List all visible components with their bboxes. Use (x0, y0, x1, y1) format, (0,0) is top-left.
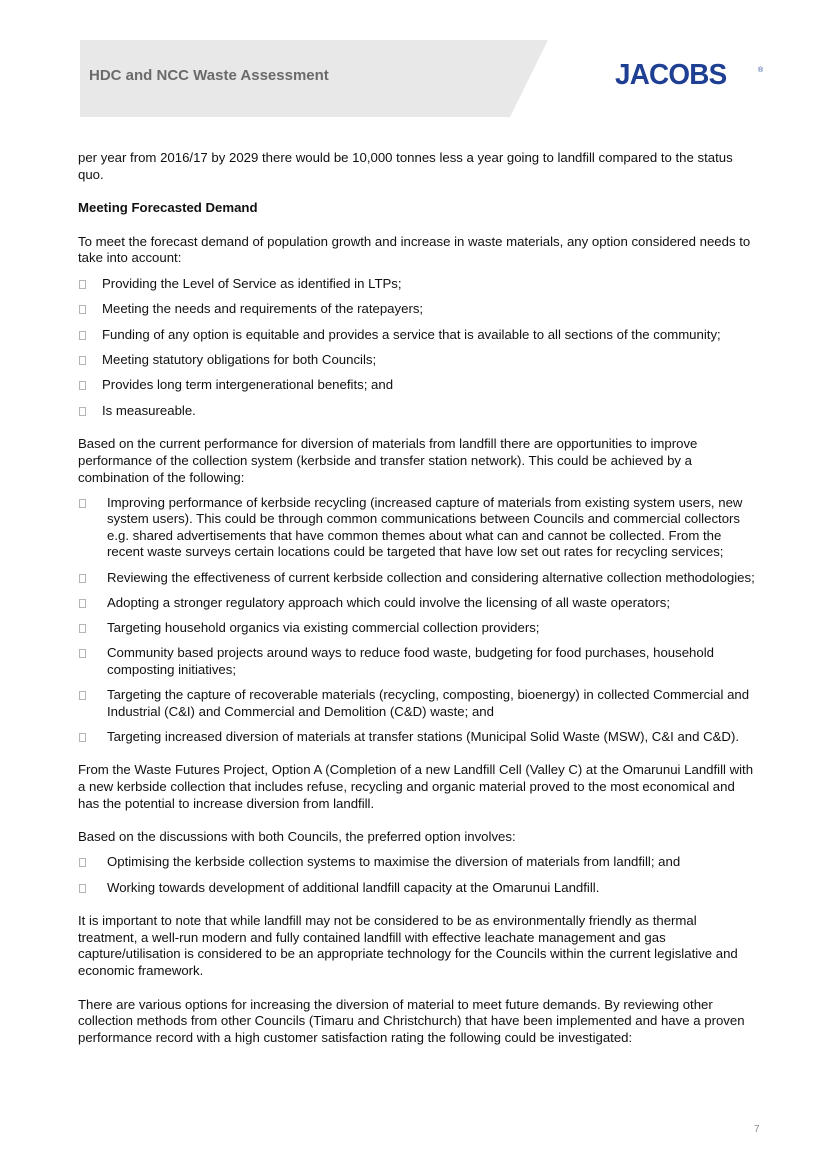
list-item-text: Optimising the kerbside collection systems to maximise the diversion of materials from landfill; and (107, 854, 681, 870)
page-body (78, 150, 758, 1046)
paragraph: From the Waste Futures Project, Option A (Completion of a new Landfill Cell (Valley C) at the Omarunui Landfill with a new kerbside collection that includes refuse, recycling and organic material proved to the most economical and has the potential to increase diversion from landfill. (78, 762, 754, 811)
page-number: 7 (754, 1124, 760, 1135)
list-item-text: Community based projects around ways to reduce food waste, budgeting for food purchases, household composting initiatives; (107, 645, 714, 677)
list-item-text: Working towards development of additional landfill capacity at the Omarunui Landfill. (107, 879, 600, 895)
list-item (78, 495, 758, 561)
list-item (78, 687, 758, 720)
list-item (78, 595, 758, 612)
empty-box-bullet-icon (79, 649, 86, 658)
empty-box-bullet-icon (79, 331, 86, 340)
section-heading: Meeting Forecasted Demand (78, 200, 258, 216)
list-item (78, 377, 758, 394)
empty-box-bullet-icon (79, 858, 86, 867)
list-item (78, 645, 758, 678)
jacobs-logo: JACOBS (615, 59, 727, 91)
document-title: HDC and NCC Waste Assessment (89, 67, 329, 84)
list-item-text: Meeting statutory obligations for both Councils; (102, 351, 377, 367)
list-item (78, 276, 758, 293)
list-item (78, 327, 758, 344)
paragraph: There are various options for increasing the diversion of material to meet future demands. By reviewing other collection methods from other Councils (Timaru and Christchurch) that have been implemented and have a proven performance record with a high customer satisfaction rating the following could be investigated: (78, 996, 745, 1045)
empty-box-bullet-icon (79, 884, 86, 893)
list-item-text: Adopting a stronger regulatory approach which could involve the licensing of all waste operators; (107, 594, 670, 610)
empty-box-bullet-icon (79, 356, 86, 365)
paragraph: Based on the current performance for diversion of materials from landfill there are opportunities to improve performance of the collection system (kerbside and transfer station network). This could be achieved by a combination of the following: (78, 436, 698, 485)
empty-box-bullet-icon (79, 574, 86, 583)
list-item (78, 729, 758, 746)
list-item (78, 403, 758, 420)
list-item (78, 880, 758, 897)
list-item-text: Provides long term intergenerational benefits; and (102, 377, 394, 393)
empty-box-bullet-icon (79, 599, 86, 608)
empty-box-bullet-icon (79, 280, 86, 289)
list-item (78, 352, 758, 369)
list-item-text: Funding of any option is equitable and provides a service that is available to all sections of the community; (102, 326, 721, 342)
paragraph: To meet the forecast demand of population growth and increase in waste materials, any option considered needs to take into account: (78, 233, 751, 266)
list-item (78, 570, 758, 587)
list-item-text: Providing the Level of Service as identified in LTPs; (102, 275, 402, 291)
list-item-text: Targeting household organics via existing commercial collection providers; (107, 620, 540, 636)
list-item-text: Reviewing the effectiveness of current kerbside collection and considering alternative collection methodologies; (107, 569, 755, 585)
empty-box-bullet-icon (79, 407, 86, 416)
empty-box-bullet-icon (79, 499, 86, 508)
empty-box-bullet-icon (79, 381, 86, 390)
list-item-text: Targeting increased diversion of materials at transfer stations (Municipal Solid Waste (MSW), C&I and C&D). (107, 728, 740, 744)
list-item-text: Meeting the needs and requirements of the ratepayers; (102, 301, 424, 317)
list-item-text: Is measureable. (102, 402, 196, 418)
preferred-option-list (78, 854, 758, 896)
empty-box-bullet-icon (79, 733, 86, 742)
registered-mark: ® (758, 67, 764, 74)
empty-box-bullet-icon (79, 691, 86, 700)
empty-box-bullet-icon (79, 305, 86, 314)
paragraph: Based on the discussions with both Councils, the preferred option involves: (78, 829, 516, 845)
list-item-text: Targeting the capture of recoverable materials (recycling, composting, bioenergy) in collected Commercial and Industrial (C&I) and Commercial and Demolition (C&D) waste; and (107, 687, 750, 719)
list-item (78, 854, 758, 871)
empty-box-bullet-icon (79, 624, 86, 633)
list-item (78, 620, 758, 637)
paragraph: per year from 2016/17 by 2029 there would be 10,000 tonnes less a year going to landfill compared to the status quo. (78, 150, 733, 182)
list-item-text: Improving performance of kerbside recycling (increased capture of materials from existing system users, new system users). This could be through common communications between Councils and commercial collectors e.g. shared advertisements that have common themes about what can and cannot be collected. From the recent waste surveys certain locations could be targeted that have low set out rates for recycling services; (107, 494, 743, 560)
list-item (78, 301, 758, 318)
improvement-list (78, 495, 758, 746)
paragraph: It is important to note that while landfill may not be considered to be as environmentally friendly as thermal treatment, a well-run modern and fully contained landfill with effective leachate management and gas capture/utilisation is considered to be an appropriate technology for the Councils within the current legislative and economic framework. (78, 913, 738, 978)
criteria-list (78, 276, 758, 420)
